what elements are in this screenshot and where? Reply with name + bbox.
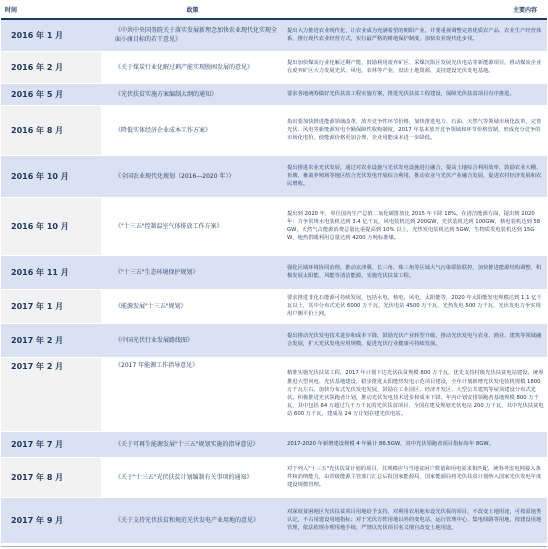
row-content: 要求各地统筹做好光伏扶贫工程实施方案，推进光伏扶贫工程建设，保障光伏扶贫项目有序推进。 [284, 83, 547, 105]
header-content: 主要内容 [284, 1, 547, 19]
row-policy: 《"十三五"控制温室气体排放工作方案》 [101, 197, 284, 255]
table-row [1, 497, 547, 543]
row-time: 2016 年 11 月 [1, 255, 101, 289]
row-policy: 《中国光伏行业发展路线图》 [101, 323, 284, 357]
row-content: 强化区域环境协同治理，推动京津冀、长三角、珠三角等区域大气污染联防联控，加快推进能源结构调整，积极发展太阳能、风能等清洁能源，实施光伏扶贫工程。 [284, 255, 547, 289]
row-content: 对深度贫困地区光伏扶贫项目用地给予支持，对利用农用地布设光伏板的项目，不改变土地用途，可按原地类认定，不占用建设用地指标；对于光伏方阵用地以外的变电站、运行管理中心、集电线路等用地，按建设用地管理，依法依规办理用地手续，严禁以光伏项目名义擅自改变土地用途。 [284, 497, 547, 543]
row-policy: 《关于"十三五"光伏扶贫计划编制有关事项的通知》 [101, 457, 284, 497]
header-policy: 政策 [101, 1, 284, 19]
row-content: 精准实施光伏扶贫工程，2017 年计划下达光伏扶贫规模 800 万千瓦，优先支持村级光伏扶贫电站建设。统筹推进大型风电、光伏基地建设，稳步推进太阳能热发电示范项目建设，全年计划新增光伏发电装机规模 1800 万千瓦左右。加快分布式光伏发电发展，鼓励在工业园区、经济开发区、大型公共建筑等屋顶建设分布式光伏。积极推进光伏领跑者计划，推动光伏发电技术进步和成本下降，年内计划安排领跑者基地规模 800 万千瓦，其中包括 64 万超过九千万千瓦的光伏扶贫项目，全国在建及规划光伏电站 200 万千瓦，其中光伏扶贫电站 600 万千瓦，建成及 24 万计划在建光伏电站。 [284, 357, 547, 431]
row-time: 2017 年 2 月 [1, 323, 101, 357]
table-row [1, 431, 547, 457]
table-row [1, 289, 547, 323]
row-policy: 《关于煤炭行业化解过剩产能实现脱困发展的意见》 [101, 51, 284, 83]
bottom-divider [1, 546, 547, 547]
row-policy: 《"十三五"生态环境保护规划》 [101, 255, 284, 289]
table-row [1, 323, 547, 357]
table-row [1, 457, 547, 497]
row-content: 2017-2020 年新增建设规模 4 年累计 86.5GW，其中光伏领跑者项目指标每年 8GW。 [284, 431, 547, 457]
row-policy: 《关于支持光伏扶贫和规范光伏发电产业用地的意见》 [101, 497, 284, 543]
row-policy: 《2017 年能源工作指导意见》 [101, 357, 284, 431]
row-content: 指出要加快推进能源领域改革，放开竞争性环节价格，加快推进电力、石油、天然气等领域市场化改革，完善光伏、风电等新能源发电全额保障性收购制度，2017 年基本放开竞争领域和环节价格管制，形成充分竞争的市场化电价，使能源价格更加合理，企业用能成本进一步降低。 [284, 105, 547, 155]
table-row [1, 357, 547, 431]
row-policy: 《关于可再生能源发展"十三五"规划实施的指导意见》 [101, 431, 284, 457]
row-time: 2016 年 8 月 [1, 105, 101, 155]
row-content: 提出推动光伏发电技术进步和成本下降，鼓励光伏产业转型升级，推动光伏发电与农业、渔业、建筑等领域融合发展，扩大光伏发电应用规模，促进光伏行业健康可持续发展。 [284, 323, 547, 357]
row-time: 2016 年 1 月 [1, 19, 101, 51]
row-content: 提出加快煤炭行业化解过剩产能，鼓励利用废弃矿区、采煤沉陷区发展光伏电站等新能源项目，推动煤炭企业在废弃矿区大力发展光伏、风电、农林等产业，盘活土地资源，支持建设光伏发电基地。 [284, 51, 547, 83]
row-policy: 《降低实体经济企业成本工作方案》 [101, 105, 284, 155]
row-time: 2017 年 1 月 [1, 289, 101, 323]
row-time: 2016 年 5 月 [1, 83, 101, 105]
row-time: 2017 年 2 月 [1, 357, 101, 431]
header-time: 时间 [1, 1, 101, 19]
table-row [1, 105, 547, 155]
table-row [1, 155, 547, 197]
row-content: 提出到 2020 年，单位国内生产总值二氧化碳排放比 2015 年下降 18%。在清洁能源方面，提出到 2020 年：力争常规水电装机达到 3.4 亿千瓦，风电装机达到 200GW，光伏装机达到 100GW，核电装机达到 58GW，天然气占能源消费总量比重提高到 10% 以上，光热发电装机达到 5GW，生物质发电装机达到 15GW，地热供暖利用总量达到 4200 万吨标准煤。 [284, 197, 547, 255]
table-row [1, 19, 547, 51]
row-policy: 《光伏扶贫实施方案编制大纲的通知》 [101, 83, 284, 105]
table-row [1, 51, 547, 83]
table-header-row [1, 1, 547, 19]
row-policy: 《能源发展"十三五"规划》 [101, 289, 284, 323]
row-policy: 《中共中央国务院关于落实发展新理念加快农业现代化实现全面小康目标的若干意见》 [101, 19, 284, 51]
row-time: 2016 年 10 月 [1, 197, 101, 255]
row-content: 对于列入"十三五"光伏扶贫计划的项目，其规模应与当地贫困户数量和用电需求相匹配，统筹考虑电网接入条件和消纳能力，由省级能源主管部门汇总后报国家能源局，国家能源局将光伏扶贫计划纳入国家光伏发电年度建设规模管理。 [284, 457, 547, 497]
row-time: 2017 年 8 月 [1, 457, 101, 497]
table-row [1, 83, 547, 105]
policy-table-container [1, 1, 547, 547]
table-row [1, 197, 547, 255]
row-time: 2017 年 9 月 [1, 497, 101, 543]
row-policy: 《全国农业现代化规划（2016—2020 年）》 [101, 155, 284, 197]
row-content: 提出推进农业光伏发展，通过对农业设施与光伏发电设施进行融合，提高土地综合利用效率，鼓励农业大棚、鱼塘、畜禽养殖场等地区结合光伏发电开展综合利用，推动农业与光伏产业融合发展，促进农村经济发展和农民增收。 [284, 155, 547, 197]
table-row [1, 255, 547, 289]
row-time: 2017 年 7 月 [1, 431, 101, 457]
row-time: 2016 年 10 月 [1, 155, 101, 197]
policy-table [1, 1, 547, 544]
row-time: 2016 年 2 月 [1, 51, 101, 83]
row-content: 提出大力推进农业现代化，让农业成为充满希望的朝阳产业，并要重视调整完善优质农产品、农业生产经营体系，推行现代农业经营方式，实行最严格的耕地保护制度，加快农业现代化步伐。 [284, 19, 547, 51]
row-content: 要求推进非化石能源可持续发展，包括水电、核电、风电、太阳能等，2020 年太阳能发电规模达到 1.1 亿千瓦以上，其中分布式光伏 6000 万千瓦、光伏电站 4500 万千瓦、光热发电 500 万千瓦，光伏发电力争实现用户侧平价上网。 [284, 289, 547, 323]
